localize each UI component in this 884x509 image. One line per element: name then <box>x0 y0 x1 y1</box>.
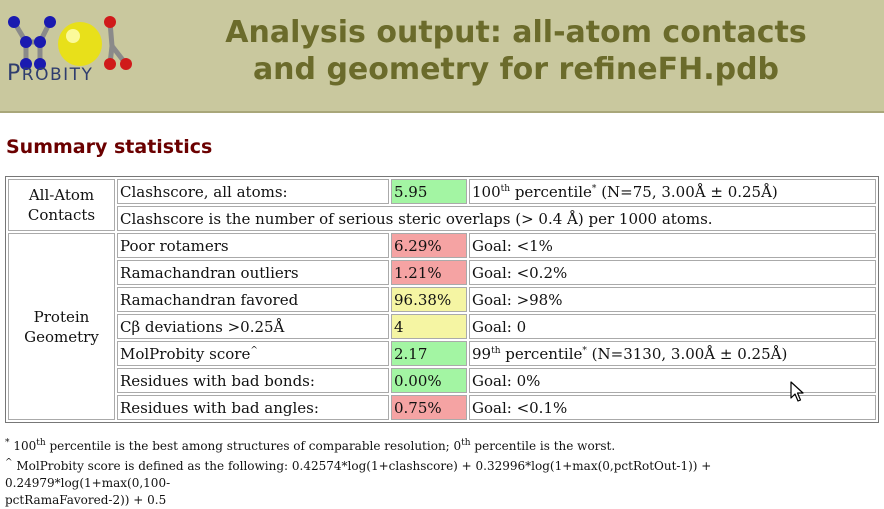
table-row <box>8 395 876 420</box>
clashscore-label: Clashscore, all atoms: <box>117 179 389 204</box>
molprobity-score-value: 2.17 <box>391 341 467 366</box>
rama-outliers-value: 1.21% <box>391 260 467 285</box>
cbeta-deviations-goal: Goal: 0 <box>469 314 876 339</box>
summary-table <box>5 176 879 423</box>
bad-angles-label: Residues with bad angles: <box>117 395 389 420</box>
cbeta-deviations-value: 4 <box>391 314 467 339</box>
molprobity-logo-text: PROBITY <box>7 61 94 86</box>
clashscore-percentile: 100th percentile* (N=75, 3.00Å ± 0.25Å) <box>469 179 876 204</box>
cbeta-deviations-label: Cβ deviations >0.25Å <box>117 314 389 339</box>
table-row <box>8 206 876 231</box>
poor-rotamers-goal: Goal: <1% <box>469 233 876 258</box>
rama-favored-label: Ramachandran favored <box>117 287 389 312</box>
table-row <box>8 287 876 312</box>
all-atom-contacts-group: All-Atom Contacts <box>8 179 115 231</box>
table-row <box>8 233 876 258</box>
molprobity-score-percentile: 99th percentile* (N=3130, 3.00Å ± 0.25Å) <box>469 341 876 366</box>
bad-bonds-label: Residues with bad bonds: <box>117 368 389 393</box>
clashscore-note: Clashscore is the number of serious steric overlaps (> 0.4 Å) per 1000 atoms. <box>117 206 876 231</box>
table-row <box>8 179 876 204</box>
mouse-cursor-icon <box>790 381 804 403</box>
table-row <box>8 368 876 393</box>
percentile-footnote: * 100th percentile is the best among structures of comparable resolution; 0th percentile is the worst. <box>5 438 616 453</box>
table-row <box>8 260 876 285</box>
header-banner <box>0 0 884 113</box>
summary-heading: Summary statistics <box>6 136 213 158</box>
rama-outliers-goal: Goal: <0.2% <box>469 260 876 285</box>
bad-angles-value: 0.75% <box>391 395 467 420</box>
rama-favored-value: 96.38% <box>391 287 467 312</box>
protein-geometry-group: Protein Geometry <box>8 233 115 420</box>
page-title: Analysis output: all-atom contacts and geometry for refineFH.pdb <box>225 15 807 87</box>
rama-outliers-label: Ramachandran outliers <box>117 260 389 285</box>
poor-rotamers-value: 6.29% <box>391 233 467 258</box>
rama-favored-goal: Goal: >98% <box>469 287 876 312</box>
table-row <box>8 314 876 339</box>
table-row <box>8 341 876 366</box>
molprobity-score-label: MolProbity score^ <box>117 341 389 366</box>
bad-angles-goal: Goal: <0.1% <box>469 395 876 420</box>
poor-rotamers-label: Poor rotamers <box>117 233 389 258</box>
molprobity-score-footnote: ^ MolProbity score is defined as the following: 0.42574*log(1+clashscore) + 0.32996*log(1+max(0,pctRotOut-1)) + 0.24979*log(1+max(0,100- pctRamaFavored-2)) + 0.5 <box>5 458 712 507</box>
clashscore-value: 5.95 <box>391 179 467 204</box>
bad-bonds-value: 0.00% <box>391 368 467 393</box>
bad-bonds-goal: Goal: 0% <box>469 368 876 393</box>
